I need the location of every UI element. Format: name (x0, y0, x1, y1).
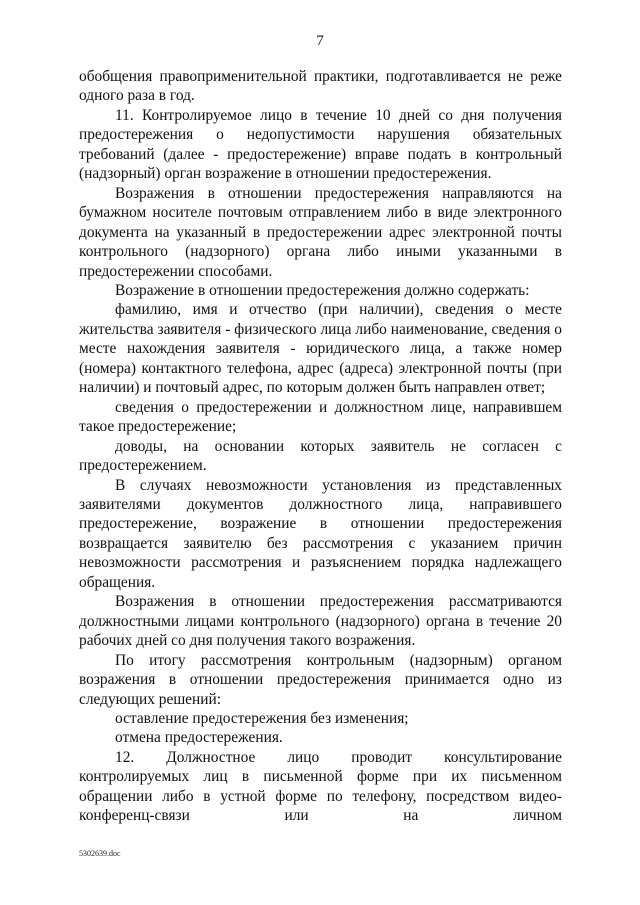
page-number: 7 (316, 33, 324, 49)
paragraph-12: 12. Должностное лицо проводит консультирование контролируемых лиц в письменной форме при их письменном обращении либо в устной форме по телефону, посредством видео-конференц-связи или на личном (79, 748, 562, 825)
paragraph-arguments: доводы, на основании которых заявитель не согласен с предостережением. (79, 437, 562, 475)
footer-file-code: 5302639.doc (79, 849, 121, 858)
paragraph-warning-details: сведения о предостережении и должностном лице, направившем такое предостережение; (79, 398, 562, 436)
paragraph-continuation: обобщения правоприменительной практики, подготавливается не реже одного раза в год. (79, 68, 562, 105)
paragraph-11: 11. Контролируемое лицо в течение 10 дней со дня получения предостережения о недопустимости нарушения обязательных требований (далее - предостережение) вправе подать в контрольный (надзорный) орган возражение в отношении предостережения. (79, 106, 562, 183)
paragraph-return-cases: В случаях невозможности установления из представленных заявителями документов должностного лица, направившего предостережение, возражение в отношении предостережения возвращается заявителю без рассмотрения с указанием причин невозможности рассмотрения и разъяснением порядка надлежащего обращения. (79, 476, 562, 591)
paragraph-decision-cancel: отмена предостережения. (115, 729, 283, 747)
paragraph-applicant-details: фамилию, имя и отчество (при наличии), сведения о месте жительства заявителя - физического лица либо наименование, сведения о месте нахождения заявителя - юридического лица, а также номер (номера) контактного телефона, адрес (адреса) электронной почты (при наличии) и почтовый адрес, по которым должен быть направлен ответ; (79, 301, 562, 397)
document-body (79, 67, 562, 826)
paragraph-decision-keep: оставление предостережения без изменения; (115, 709, 409, 727)
paragraph-decision: По итогу рассмотрения контрольным (надзорным) органом возражения в отношении предостережения принимается одно из следующих решений: (79, 651, 562, 708)
paragraph-review-period: Возражения в отношении предостережения рассматриваются должностными лицами контрольного (надзорного) органа в течение 20 рабочих дней со дня получения такого возражения. (79, 593, 562, 650)
paragraph-objection-delivery: Возражения в отношении предостережения направляются на бумажном носителе почтовым отправлением либо в виде электронного документа на указанный в предостережении адрес электронной почты контрольного (надзорного) органа либо иными указанными в предостережении способами. (79, 184, 562, 280)
paragraph-objection-contents: Возражение в отношении предостережения должно содержать: (115, 281, 530, 299)
